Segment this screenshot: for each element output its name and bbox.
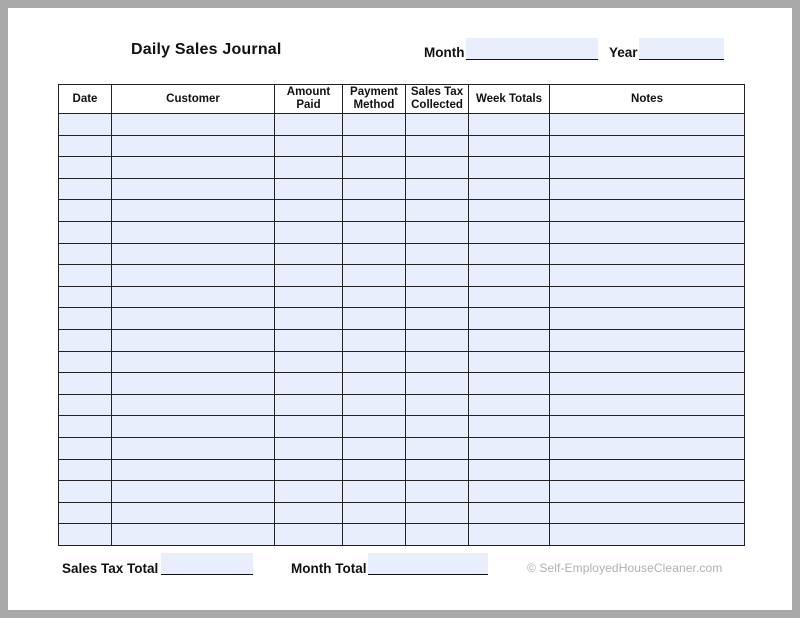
cell-notes[interactable] — [550, 459, 745, 481]
year-label: Year — [609, 45, 638, 60]
cell-sales-tax-collected[interactable] — [406, 135, 469, 157]
sales-tax-total-label: Sales Tax Total — [62, 561, 159, 576]
cell-week-totals[interactable] — [469, 135, 550, 157]
cell-notes[interactable] — [550, 329, 745, 351]
table-row — [59, 135, 745, 157]
cell-sales-tax-collected[interactable] — [406, 157, 469, 179]
journal-page — [8, 8, 792, 610]
cell-notes[interactable] — [550, 481, 745, 503]
column-header-date: Date — [59, 85, 112, 114]
month-label: Month — [424, 45, 465, 60]
cell-amount-paid[interactable] — [275, 459, 343, 481]
cell-amount-paid[interactable] — [275, 524, 343, 546]
table-row — [59, 351, 745, 373]
cell-payment-method[interactable] — [343, 394, 406, 416]
cell-week-totals[interactable] — [469, 437, 550, 459]
cell-amount-paid[interactable] — [275, 200, 343, 222]
cell-week-totals[interactable] — [469, 265, 550, 287]
cell-sales-tax-collected[interactable] — [406, 243, 469, 265]
cell-amount-paid[interactable] — [275, 308, 343, 330]
cell-week-totals[interactable] — [469, 502, 550, 524]
cell-notes[interactable] — [550, 265, 745, 287]
table-row — [59, 502, 745, 524]
cell-payment-method[interactable] — [343, 308, 406, 330]
cell-week-totals[interactable] — [469, 243, 550, 265]
cell-customer[interactable] — [112, 221, 275, 243]
cell-notes[interactable] — [550, 221, 745, 243]
cell-sales-tax-collected[interactable] — [406, 394, 469, 416]
month-field[interactable] — [466, 38, 598, 60]
cell-week-totals[interactable] — [469, 351, 550, 373]
cell-week-totals[interactable] — [469, 178, 550, 200]
cell-payment-method[interactable] — [343, 286, 406, 308]
month-total-field[interactable] — [368, 553, 488, 575]
cell-week-totals[interactable] — [469, 481, 550, 503]
table-row — [59, 437, 745, 459]
cell-customer[interactable] — [112, 481, 275, 503]
table-row — [59, 308, 745, 330]
table-row — [59, 200, 745, 222]
cell-week-totals[interactable] — [469, 459, 550, 481]
cell-week-totals[interactable] — [469, 308, 550, 330]
cell-customer[interactable] — [112, 524, 275, 546]
cell-customer[interactable] — [112, 243, 275, 265]
cell-payment-method[interactable] — [343, 524, 406, 546]
cell-week-totals[interactable] — [469, 373, 550, 395]
column-header-notes: Notes — [550, 85, 745, 114]
cell-date[interactable] — [59, 265, 112, 287]
cell-sales-tax-collected[interactable] — [406, 200, 469, 222]
cell-payment-method[interactable] — [343, 200, 406, 222]
cell-notes[interactable] — [550, 416, 745, 438]
table-row — [59, 394, 745, 416]
cell-amount-paid[interactable] — [275, 114, 343, 136]
cell-week-totals[interactable] — [469, 286, 550, 308]
cell-payment-method[interactable] — [343, 481, 406, 503]
cell-notes[interactable] — [550, 437, 745, 459]
cell-payment-method[interactable] — [343, 437, 406, 459]
cell-sales-tax-collected[interactable] — [406, 416, 469, 438]
cell-sales-tax-collected[interactable] — [406, 221, 469, 243]
cell-customer[interactable] — [112, 329, 275, 351]
cell-payment-method[interactable] — [343, 416, 406, 438]
cell-sales-tax-collected[interactable] — [406, 286, 469, 308]
month-total-label: Month Total — [291, 561, 367, 576]
cell-sales-tax-collected[interactable] — [406, 178, 469, 200]
cell-notes[interactable] — [550, 394, 745, 416]
cell-customer[interactable] — [112, 157, 275, 179]
cell-sales-tax-collected[interactable] — [406, 114, 469, 136]
cell-notes[interactable] — [550, 114, 745, 136]
cell-amount-paid[interactable] — [275, 135, 343, 157]
cell-date[interactable] — [59, 329, 112, 351]
cell-week-totals[interactable] — [469, 221, 550, 243]
cell-customer[interactable] — [112, 308, 275, 330]
cell-notes[interactable] — [550, 157, 745, 179]
cell-sales-tax-collected[interactable] — [406, 351, 469, 373]
cell-notes[interactable] — [550, 243, 745, 265]
table-row — [59, 459, 745, 481]
cell-notes[interactable] — [550, 178, 745, 200]
cell-date[interactable] — [59, 351, 112, 373]
cell-amount-paid[interactable] — [275, 481, 343, 503]
cell-sales-tax-collected[interactable] — [406, 437, 469, 459]
table-row — [59, 416, 745, 438]
cell-amount-paid[interactable] — [275, 265, 343, 287]
column-header-sales-tax-collected: Sales Tax Collected — [406, 85, 469, 114]
cell-date[interactable] — [59, 373, 112, 395]
cell-date[interactable] — [59, 243, 112, 265]
cell-date[interactable] — [59, 135, 112, 157]
cell-payment-method[interactable] — [343, 373, 406, 395]
cell-sales-tax-collected[interactable] — [406, 524, 469, 546]
table-row — [59, 481, 745, 503]
cell-sales-tax-collected[interactable] — [406, 329, 469, 351]
table-row — [59, 373, 745, 395]
cell-payment-method[interactable] — [343, 265, 406, 287]
cell-week-totals[interactable] — [469, 200, 550, 222]
column-header-payment-method: Payment Method — [343, 85, 406, 114]
cell-date[interactable] — [59, 308, 112, 330]
cell-date[interactable] — [59, 200, 112, 222]
cell-payment-method[interactable] — [343, 157, 406, 179]
cell-date[interactable] — [59, 459, 112, 481]
cell-amount-paid[interactable] — [275, 243, 343, 265]
table-row — [59, 243, 745, 265]
cell-amount-paid[interactable] — [275, 351, 343, 373]
cell-notes[interactable] — [550, 286, 745, 308]
cell-amount-paid[interactable] — [275, 329, 343, 351]
table-row — [59, 221, 745, 243]
cell-customer[interactable] — [112, 200, 275, 222]
cell-sales-tax-collected[interactable] — [406, 265, 469, 287]
table-row — [59, 178, 745, 200]
cell-customer[interactable] — [112, 178, 275, 200]
cell-date[interactable] — [59, 178, 112, 200]
cell-customer[interactable] — [112, 135, 275, 157]
cell-amount-paid[interactable] — [275, 394, 343, 416]
cell-date[interactable] — [59, 502, 112, 524]
cell-notes[interactable] — [550, 351, 745, 373]
cell-notes[interactable] — [550, 373, 745, 395]
cell-payment-method[interactable] — [343, 135, 406, 157]
column-header-customer: Customer — [112, 85, 275, 114]
cell-sales-tax-collected[interactable] — [406, 308, 469, 330]
cell-payment-method[interactable] — [343, 221, 406, 243]
cell-notes[interactable] — [550, 524, 745, 546]
cell-sales-tax-collected[interactable] — [406, 459, 469, 481]
cell-date[interactable] — [59, 437, 112, 459]
cell-payment-method[interactable] — [343, 459, 406, 481]
cell-payment-method[interactable] — [343, 243, 406, 265]
table-row — [59, 265, 745, 287]
cell-customer[interactable] — [112, 114, 275, 136]
cell-week-totals[interactable] — [469, 329, 550, 351]
cell-date[interactable] — [59, 221, 112, 243]
cell-date[interactable] — [59, 114, 112, 136]
sales-tax-total-field[interactable] — [161, 553, 253, 575]
cell-amount-paid[interactable] — [275, 157, 343, 179]
sales-journal-table — [58, 84, 745, 546]
cell-payment-method[interactable] — [343, 114, 406, 136]
cell-date[interactable] — [59, 394, 112, 416]
cell-week-totals[interactable] — [469, 394, 550, 416]
table-body — [59, 114, 745, 546]
cell-customer[interactable] — [112, 351, 275, 373]
cell-payment-method[interactable] — [343, 502, 406, 524]
cell-sales-tax-collected[interactable] — [406, 373, 469, 395]
cell-week-totals[interactable] — [469, 157, 550, 179]
cell-date[interactable] — [59, 416, 112, 438]
cell-date[interactable] — [59, 524, 112, 546]
column-header-amount-paid: Amount Paid — [275, 85, 343, 114]
table-row — [59, 157, 745, 179]
cell-sales-tax-collected[interactable] — [406, 502, 469, 524]
column-header-week-totals: Week Totals — [469, 85, 550, 114]
cell-notes[interactable] — [550, 200, 745, 222]
cell-amount-paid[interactable] — [275, 416, 343, 438]
table-row — [59, 329, 745, 351]
copyright-text: © Self-EmployedHouseCleaner.com — [527, 561, 723, 575]
cell-amount-paid[interactable] — [275, 286, 343, 308]
cell-customer[interactable] — [112, 265, 275, 287]
cell-customer[interactable] — [112, 437, 275, 459]
table-row — [59, 524, 745, 546]
cell-customer[interactable] — [112, 459, 275, 481]
cell-customer[interactable] — [112, 502, 275, 524]
table-row — [59, 114, 745, 136]
table-row — [59, 286, 745, 308]
page-title: Daily Sales Journal — [131, 41, 282, 58]
cell-payment-method[interactable] — [343, 351, 406, 373]
cell-notes[interactable] — [550, 135, 745, 157]
cell-sales-tax-collected[interactable] — [406, 481, 469, 503]
cell-amount-paid[interactable] — [275, 178, 343, 200]
year-field[interactable] — [639, 38, 724, 60]
cell-payment-method[interactable] — [343, 178, 406, 200]
cell-customer[interactable] — [112, 394, 275, 416]
cell-week-totals[interactable] — [469, 114, 550, 136]
cell-customer[interactable] — [112, 286, 275, 308]
cell-amount-paid[interactable] — [275, 373, 343, 395]
cell-date[interactable] — [59, 481, 112, 503]
cell-amount-paid[interactable] — [275, 502, 343, 524]
cell-amount-paid[interactable] — [275, 221, 343, 243]
cell-date[interactable] — [59, 286, 112, 308]
cell-amount-paid[interactable] — [275, 437, 343, 459]
cell-week-totals[interactable] — [469, 524, 550, 546]
cell-customer[interactable] — [112, 373, 275, 395]
cell-customer[interactable] — [112, 416, 275, 438]
table-header-row — [59, 85, 745, 114]
cell-date[interactable] — [59, 157, 112, 179]
cell-week-totals[interactable] — [469, 416, 550, 438]
cell-payment-method[interactable] — [343, 329, 406, 351]
cell-notes[interactable] — [550, 308, 745, 330]
cell-notes[interactable] — [550, 502, 745, 524]
